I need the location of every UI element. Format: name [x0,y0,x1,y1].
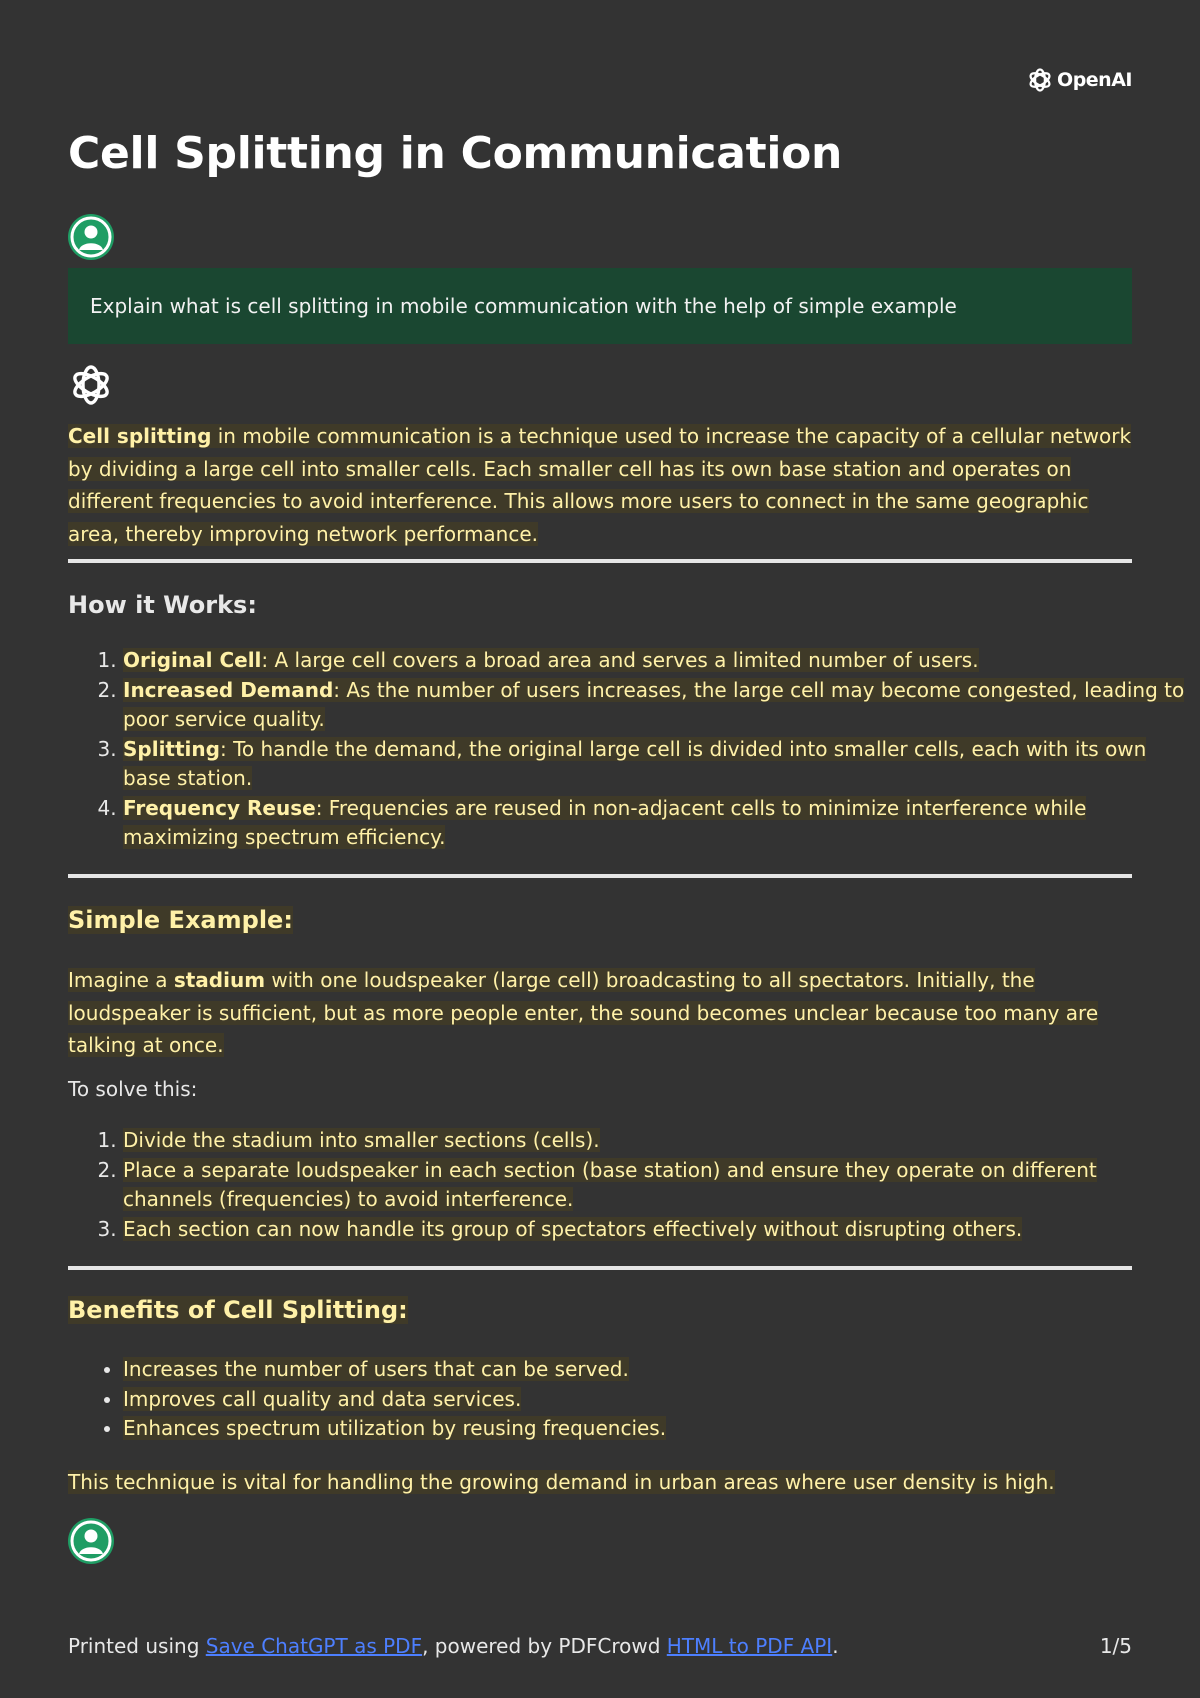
example-text-before: Imagine a [68,968,174,992]
benefits-heading-text: Benefits of Cell Splitting: [68,1296,408,1324]
footer-middle: , powered by PDFCrowd [422,1634,667,1658]
list-item-text: Place a separate loudspeaker in each section (base station) and ensure they operate on different channels (frequencies) to avoid interference. [123,1157,1097,1211]
footer [68,1634,1132,1658]
list-item-text: : To handle the demand, the original large cell is divided into smaller cells, each with its own base station. [123,736,1147,790]
benefits-list [68,1355,1187,1444]
brand-name: OpenAI [1057,69,1132,91]
intro-paragraph [68,420,1132,550]
list-item [123,1156,1187,1215]
list-item [123,735,1187,794]
how-it-works-list [68,646,1187,853]
list-item [123,1414,1187,1444]
chatgpt-logo-icon [68,362,114,408]
page-title: Cell Splitting in Communication [68,128,843,179]
footer-prefix: Printed using [68,1634,206,1658]
example-bold-term: stadium [173,968,266,992]
list-item-text: : As the number of users increases, the large cell may become congested, leading to poor service quality. [123,677,1185,731]
page-number: 1/5 [1099,1634,1132,1658]
list-item-text: Enhances spectrum utilization by reusing frequencies. [123,1416,667,1440]
solve-text: To solve this: [68,1077,198,1101]
user-message-text: Explain what is cell splitting in mobile communication with the help of simple example [90,294,957,318]
list-item [123,676,1187,735]
list-item-bold: Original Cell [123,648,262,672]
list-item [123,1385,1187,1415]
example-steps-list [68,1126,1187,1244]
openai-brand [1026,66,1132,94]
html-to-pdf-api-link[interactable]: HTML to PDF API [666,1634,833,1658]
divider [68,559,1132,563]
list-item-bold: Increased Demand [123,677,334,702]
list-item [123,1126,1187,1156]
list-item-text: Divide the stadium into smaller sections (cells). [123,1128,600,1152]
save-chatgpt-pdf-link[interactable]: Save ChatGPT as PDF [205,1634,423,1658]
list-item-text: : Frequencies are reused in non-adjacent cells to minimize interference while maximizing spectrum efficiency. [123,795,1087,849]
list-item-bold: Frequency Reuse [123,795,316,820]
simple-example-heading-text: Simple Example: [68,906,293,934]
divider [68,1266,1132,1270]
footer-suffix: . [832,1634,839,1658]
list-item-text: Increases the number of users that can be served. [123,1357,629,1381]
openai-logo-icon [1026,66,1054,94]
conclusion-text: This technique is vital for handling the growing demand in urban areas where user density is high. [68,1470,1055,1494]
intro-bold-term: Cell splitting [68,424,212,448]
benefits-heading [68,1296,408,1324]
simple-example-heading [68,906,293,934]
list-item-text: Improves call quality and data services. [123,1386,522,1411]
list-item-bold: Splitting [123,736,220,761]
user-avatar-icon [68,1518,114,1564]
user-message [68,268,1132,344]
example-paragraph [68,964,1132,1062]
user-avatar-icon [68,214,114,260]
example-text-after: with one loudspeaker (large cell) broadcasting to all spectators. Initially, the loudspeaker is sufficient, but as more people enter, the sound becomes unclear because too many are talking at once. [68,968,1099,1057]
list-item-text: Each section can now handle its group of spectators effectively without disrupting others. [123,1216,1023,1241]
list-item [123,794,1187,853]
divider [68,874,1132,878]
how-it-works-heading: How it Works: [68,591,257,619]
conclusion-paragraph [68,1466,1132,1499]
intro-text: in mobile communication is a technique used to increase the capacity of a cellular network by dividing a large cell into smaller cells. Each smaller cell has its own base station and operates on different frequencies to avoid interference. This allows more users to connect in the same geographic area, thereby improving network performance. [68,424,1132,546]
list-item [123,1215,1187,1245]
list-item [123,646,1187,676]
list-item [123,1355,1187,1385]
list-item-text: : A large cell covers a broad area and serves a limited number of users. [261,648,979,672]
